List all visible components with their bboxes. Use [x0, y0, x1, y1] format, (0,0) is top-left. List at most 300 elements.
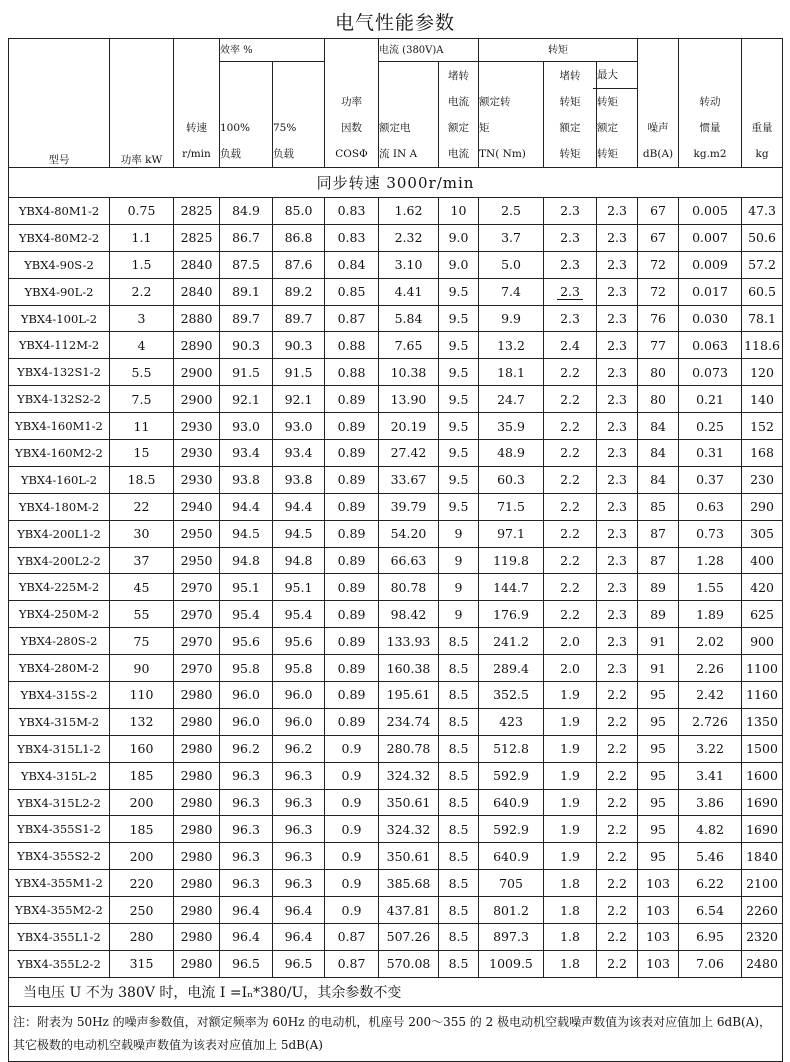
cell-speed: 2970 [174, 601, 220, 628]
cell-power: 5.5 [110, 359, 174, 386]
cell-power-factor: 0.89 [325, 601, 379, 628]
cell-rated-torque: 289.4 [479, 655, 544, 682]
cell-inertia: 0.37 [679, 466, 742, 493]
cell-noise: 103 [638, 924, 679, 951]
cell-noise: 84 [638, 466, 679, 493]
cell-rated-torque: 640.9 [479, 789, 544, 816]
cell-weight: 625 [742, 601, 783, 628]
cell-rated-current: 324.32 [379, 762, 439, 789]
cell-model: YBX4-180M-2 [9, 493, 110, 520]
cell-speed: 2900 [174, 359, 220, 386]
cell-model: YBX4-355S2-2 [9, 843, 110, 870]
noise-note: 注：附表为 50Hz 的噪声参数值，对额定频率为 60Hz 的电动机，机座号 200～355 的 2 极电动机空载噪声数值为该表对应值加上 6dB(A)，其它极数的电动机空载噪声数值为该表对应值加上 5dB(A) [9, 1006, 783, 1061]
cell-power-factor: 0.89 [325, 655, 379, 682]
cell-power: 200 [110, 843, 174, 870]
cell-eff-75: 93.0 [273, 413, 325, 440]
cell-inertia: 7.06 [679, 950, 742, 977]
cell-speed: 2970 [174, 574, 220, 601]
cell-max-torque: 2.3 [597, 278, 638, 305]
cell-eff-75: 95.1 [273, 574, 325, 601]
cell-power-factor: 0.89 [325, 386, 379, 413]
cell-locked-current: 8.5 [439, 924, 479, 951]
cell-inertia: 3.22 [679, 735, 742, 762]
cell-noise: 89 [638, 601, 679, 628]
cell-weight: 120 [742, 359, 783, 386]
cell-noise: 84 [638, 440, 679, 467]
cell-model: YBX4-100L-2 [9, 305, 110, 332]
cell-weight: 1500 [742, 735, 783, 762]
cell-eff-75: 91.5 [273, 359, 325, 386]
cell-model: YBX4-90L-2 [9, 278, 110, 305]
cell-rated-current: 7.65 [379, 332, 439, 359]
cell-speed: 2900 [174, 386, 220, 413]
cell-power-factor: 0.9 [325, 735, 379, 762]
cell-max-torque: 2.3 [597, 251, 638, 278]
cell-model: YBX4-355L1-2 [9, 924, 110, 951]
cell-locked-current: 8.5 [439, 682, 479, 709]
table-row [9, 897, 783, 924]
cell-locked-current: 9 [439, 520, 479, 547]
table-row [9, 547, 783, 574]
cell-speed: 2880 [174, 305, 220, 332]
cell-weight: 60.5 [742, 278, 783, 305]
cell-power: 3 [110, 305, 174, 332]
table-header [9, 39, 783, 168]
cell-power: 30 [110, 520, 174, 547]
cell-locked-current: 9.5 [439, 493, 479, 520]
header-rated-current: 额定电 流 IN A [379, 62, 439, 168]
cell-rated-torque: 705 [479, 870, 544, 897]
cell-eff-100: 96.0 [220, 682, 273, 709]
cell-model: YBX4-280M-2 [9, 655, 110, 682]
cell-speed: 2825 [174, 224, 220, 251]
cell-rated-current: 5.84 [379, 305, 439, 332]
cell-max-torque: 2.3 [597, 466, 638, 493]
cell-weight: 2320 [742, 924, 783, 951]
cell-rated-current: 350.61 [379, 843, 439, 870]
cell-noise: 103 [638, 897, 679, 924]
cell-inertia: 2.726 [679, 708, 742, 735]
cell-max-torque: 2.3 [597, 386, 638, 413]
cell-power: 1.1 [110, 224, 174, 251]
header-efficiency-group: 效率 % [220, 39, 325, 62]
cell-eff-75: 93.4 [273, 440, 325, 467]
header-locked-current: 堵转 电流 额定 电流 [439, 62, 479, 168]
cell-rated-current: 54.20 [379, 520, 439, 547]
table-row [9, 950, 783, 977]
table-row [9, 251, 783, 278]
cell-rated-torque: 352.5 [479, 682, 544, 709]
cell-power: 18.5 [110, 466, 174, 493]
cell-speed: 2840 [174, 278, 220, 305]
cell-rated-torque: 512.8 [479, 735, 544, 762]
cell-power-factor: 0.89 [325, 574, 379, 601]
cell-power: 55 [110, 601, 174, 628]
cell-locked-torque: 2.2 [544, 386, 597, 413]
cell-eff-100: 96.3 [220, 816, 273, 843]
header-speed: 转速 r/min [174, 39, 220, 168]
cell-eff-75: 96.3 [273, 843, 325, 870]
table-row [9, 224, 783, 251]
cell-rated-current: 4.41 [379, 278, 439, 305]
cell-rated-torque: 7.4 [479, 278, 544, 305]
cell-eff-75: 95.6 [273, 628, 325, 655]
cell-model: YBX4-132S1-2 [9, 359, 110, 386]
header-current-group: 电流 (380V)A [379, 39, 479, 62]
header-inertia: 转动 惯量 kg.m2 [679, 39, 742, 168]
cell-noise: 85 [638, 493, 679, 520]
cell-locked-torque: 1.9 [544, 843, 597, 870]
cell-power: 37 [110, 547, 174, 574]
cell-rated-current: 13.90 [379, 386, 439, 413]
cell-eff-100: 96.3 [220, 843, 273, 870]
cell-locked-torque: 1.8 [544, 897, 597, 924]
electrical-performance-table [8, 38, 783, 1062]
cell-rated-current: 324.32 [379, 816, 439, 843]
cell-inertia: 3.41 [679, 762, 742, 789]
cell-noise: 67 [638, 198, 679, 225]
cell-max-torque: 2.3 [597, 655, 638, 682]
cell-locked-torque: 2.3 [544, 305, 597, 332]
cell-rated-torque: 18.1 [479, 359, 544, 386]
cell-rated-torque: 2.5 [479, 198, 544, 225]
cell-locked-torque: 2.3 [544, 251, 597, 278]
cell-rated-current: 33.67 [379, 466, 439, 493]
cell-power-factor: 0.89 [325, 493, 379, 520]
cell-model: YBX4-160M1-2 [9, 413, 110, 440]
cell-weight: 1100 [742, 655, 783, 682]
cell-speed: 2970 [174, 655, 220, 682]
cell-noise: 91 [638, 655, 679, 682]
cell-noise: 72 [638, 278, 679, 305]
cell-model: YBX4-225M-2 [9, 574, 110, 601]
cell-eff-100: 94.8 [220, 547, 273, 574]
cell-locked-torque: 1.9 [544, 735, 597, 762]
cell-locked-current: 8.5 [439, 762, 479, 789]
cell-power-factor: 0.9 [325, 870, 379, 897]
cell-power: 4 [110, 332, 174, 359]
header-efficiency-75-load: 75% 负载 [273, 62, 325, 168]
cell-max-torque: 2.2 [597, 870, 638, 897]
cell-eff-75: 96.0 [273, 708, 325, 735]
cell-eff-100: 87.5 [220, 251, 273, 278]
cell-inertia: 1.89 [679, 601, 742, 628]
cell-eff-100: 96.4 [220, 924, 273, 951]
cell-eff-75: 85.0 [273, 198, 325, 225]
cell-power: 110 [110, 682, 174, 709]
cell-weight: 2260 [742, 897, 783, 924]
table-row [9, 789, 783, 816]
cell-locked-torque: 1.8 [544, 924, 597, 951]
cell-weight: 900 [742, 628, 783, 655]
table-row [9, 466, 783, 493]
cell-model: YBX4-90S-2 [9, 251, 110, 278]
cell-eff-75: 96.3 [273, 789, 325, 816]
table-row [9, 520, 783, 547]
cell-eff-75: 96.4 [273, 897, 325, 924]
table-row [9, 601, 783, 628]
cell-locked-current: 8.5 [439, 816, 479, 843]
cell-eff-100: 94.5 [220, 520, 273, 547]
cell-power: 315 [110, 950, 174, 977]
cell-speed: 2970 [174, 628, 220, 655]
cell-speed: 2980 [174, 897, 220, 924]
cell-locked-current: 8.5 [439, 708, 479, 735]
cell-weight: 118.6 [742, 332, 783, 359]
cell-eff-100: 89.7 [220, 305, 273, 332]
cell-inertia: 1.55 [679, 574, 742, 601]
cell-power: 90 [110, 655, 174, 682]
cell-speed: 2930 [174, 413, 220, 440]
cell-max-torque: 2.3 [597, 574, 638, 601]
cell-model: YBX4-200L2-2 [9, 547, 110, 574]
cell-power-factor: 0.9 [325, 843, 379, 870]
cell-model: YBX4-355S1-2 [9, 816, 110, 843]
cell-locked-current: 10 [439, 198, 479, 225]
cell-weight: 230 [742, 466, 783, 493]
cell-noise: 87 [638, 520, 679, 547]
table-row [9, 198, 783, 225]
cell-eff-75: 87.6 [273, 251, 325, 278]
cell-rated-current: 39.79 [379, 493, 439, 520]
cell-eff-75: 89.2 [273, 278, 325, 305]
cell-rated-current: 66.63 [379, 547, 439, 574]
cell-noise: 95 [638, 816, 679, 843]
table-row [9, 843, 783, 870]
cell-eff-75: 94.8 [273, 547, 325, 574]
cell-inertia: 0.007 [679, 224, 742, 251]
cell-max-torque: 2.3 [597, 413, 638, 440]
cell-power-factor: 0.89 [325, 547, 379, 574]
cell-locked-current: 8.5 [439, 843, 479, 870]
cell-noise: 103 [638, 870, 679, 897]
cell-power: 185 [110, 816, 174, 843]
cell-speed: 2980 [174, 816, 220, 843]
cell-eff-100: 96.4 [220, 897, 273, 924]
cell-eff-100: 95.6 [220, 628, 273, 655]
cell-noise: 95 [638, 682, 679, 709]
cell-power: 220 [110, 870, 174, 897]
cell-noise: 80 [638, 359, 679, 386]
cell-locked-current: 8.5 [439, 897, 479, 924]
cell-weight: 290 [742, 493, 783, 520]
cell-rated-torque: 119.8 [479, 547, 544, 574]
cell-max-torque: 2.3 [597, 332, 638, 359]
cell-rated-current: 195.61 [379, 682, 439, 709]
cell-model: YBX4-355L2-2 [9, 950, 110, 977]
cell-weight: 1690 [742, 816, 783, 843]
cell-noise: 80 [638, 386, 679, 413]
cell-speed: 2980 [174, 682, 220, 709]
cell-model: YBX4-160L-2 [9, 466, 110, 493]
cell-rated-current: 10.38 [379, 359, 439, 386]
cell-locked-torque: 2.4 [544, 332, 597, 359]
cell-power: 1.5 [110, 251, 174, 278]
cell-locked-current: 8.5 [439, 950, 479, 977]
cell-speed: 2980 [174, 843, 220, 870]
table-row [9, 735, 783, 762]
page-title: 电气性能参数 [334, 12, 455, 34]
cell-noise: 95 [638, 735, 679, 762]
cell-noise: 95 [638, 708, 679, 735]
cell-rated-torque: 640.9 [479, 843, 544, 870]
cell-locked-torque: 1.9 [544, 762, 597, 789]
cell-speed: 2980 [174, 870, 220, 897]
cell-power-factor: 0.83 [325, 224, 379, 251]
cell-rated-torque: 423 [479, 708, 544, 735]
cell-max-torque: 2.3 [597, 601, 638, 628]
cell-eff-100: 93.4 [220, 440, 273, 467]
cell-inertia: 1.28 [679, 547, 742, 574]
cell-power: 15 [110, 440, 174, 467]
cell-weight: 78.1 [742, 305, 783, 332]
table-row [9, 708, 783, 735]
cell-model: YBX4-355M1-2 [9, 870, 110, 897]
cell-rated-current: 2.32 [379, 224, 439, 251]
cell-locked-torque: 2.0 [544, 628, 597, 655]
cell-model: YBX4-160M2-2 [9, 440, 110, 467]
cell-inertia: 0.009 [679, 251, 742, 278]
header-weight: 重量 kg [742, 39, 783, 168]
cell-eff-75: 96.2 [273, 735, 325, 762]
cell-rated-current: 27.42 [379, 440, 439, 467]
table-row [9, 682, 783, 709]
cell-model: YBX4-112M-2 [9, 332, 110, 359]
cell-locked-current: 9.5 [439, 332, 479, 359]
cell-locked-current: 8.5 [439, 789, 479, 816]
cell-noise: 95 [638, 762, 679, 789]
cell-locked-current: 9.5 [439, 440, 479, 467]
cell-rated-torque: 60.3 [479, 466, 544, 493]
cell-locked-current: 9.5 [439, 386, 479, 413]
cell-rated-torque: 176.9 [479, 601, 544, 628]
cell-rated-current: 385.68 [379, 870, 439, 897]
cell-rated-torque: 897.3 [479, 924, 544, 951]
cell-power: 132 [110, 708, 174, 735]
cell-power-factor: 0.89 [325, 628, 379, 655]
cell-max-torque: 2.2 [597, 843, 638, 870]
cell-power: 160 [110, 735, 174, 762]
cell-speed: 2930 [174, 440, 220, 467]
cell-locked-current: 9.5 [439, 305, 479, 332]
cell-rated-current: 20.19 [379, 413, 439, 440]
cell-model: YBX4-315L1-2 [9, 735, 110, 762]
cell-max-torque: 2.2 [597, 950, 638, 977]
cell-locked-current: 9 [439, 547, 479, 574]
cell-noise: 103 [638, 950, 679, 977]
cell-noise: 87 [638, 547, 679, 574]
cell-rated-torque: 592.9 [479, 816, 544, 843]
cell-speed: 2980 [174, 708, 220, 735]
cell-max-torque: 2.3 [597, 547, 638, 574]
cell-weight: 168 [742, 440, 783, 467]
cell-rated-current: 3.10 [379, 251, 439, 278]
cell-eff-100: 96.3 [220, 789, 273, 816]
cell-model: YBX4-355M2-2 [9, 897, 110, 924]
cell-power-factor: 0.9 [325, 762, 379, 789]
cell-rated-torque: 48.9 [479, 440, 544, 467]
cell-eff-100: 96.5 [220, 950, 273, 977]
cell-rated-current: 570.08 [379, 950, 439, 977]
cell-locked-current: 8.5 [439, 655, 479, 682]
cell-weight: 305 [742, 520, 783, 547]
cell-eff-75: 95.8 [273, 655, 325, 682]
cell-eff-100: 90.3 [220, 332, 273, 359]
cell-power: 22 [110, 493, 174, 520]
cell-rated-torque: 24.7 [479, 386, 544, 413]
cell-rated-current: 437.81 [379, 897, 439, 924]
cell-max-torque: 2.3 [597, 493, 638, 520]
cell-power-factor: 0.89 [325, 682, 379, 709]
cell-max-torque: 2.3 [597, 198, 638, 225]
cell-weight: 57.2 [742, 251, 783, 278]
cell-rated-torque: 241.2 [479, 628, 544, 655]
cell-weight: 1840 [742, 843, 783, 870]
cell-rated-torque: 5.0 [479, 251, 544, 278]
cell-locked-torque: 2.3 [544, 224, 597, 251]
cell-model: YBX4-315M-2 [9, 708, 110, 735]
cell-inertia: 0.030 [679, 305, 742, 332]
cell-inertia: 0.005 [679, 198, 742, 225]
cell-noise: 67 [638, 224, 679, 251]
cell-locked-torque: 2.2 [544, 359, 597, 386]
cell-inertia: 6.54 [679, 897, 742, 924]
cell-power-factor: 0.89 [325, 466, 379, 493]
cell-model: YBX4-280S-2 [9, 628, 110, 655]
header-noise: 噪声 dB(A) [638, 39, 679, 168]
cell-speed: 2825 [174, 198, 220, 225]
cell-locked-torque: 2.3 [544, 198, 597, 225]
cell-speed: 2890 [174, 332, 220, 359]
cell-eff-100: 89.1 [220, 278, 273, 305]
cell-rated-torque: 3.7 [479, 224, 544, 251]
cell-rated-current: 80.78 [379, 574, 439, 601]
cell-rated-torque: 13.2 [479, 332, 544, 359]
cell-inertia: 4.82 [679, 816, 742, 843]
cell-weight: 50.6 [742, 224, 783, 251]
cell-max-torque: 2.3 [597, 628, 638, 655]
cell-rated-torque: 71.5 [479, 493, 544, 520]
header-torque-group: 转矩 [479, 39, 638, 62]
cell-max-torque: 2.2 [597, 682, 638, 709]
cell-locked-torque: 2.2 [544, 574, 597, 601]
cell-power: 45 [110, 574, 174, 601]
cell-power: 11 [110, 413, 174, 440]
cell-weight: 2100 [742, 870, 783, 897]
table-row [9, 655, 783, 682]
table-row [9, 440, 783, 467]
cell-locked-torque: 2.2 [544, 547, 597, 574]
cell-locked-torque: 1.9 [544, 789, 597, 816]
cell-rated-torque: 1009.5 [479, 950, 544, 977]
cell-weight: 1600 [742, 762, 783, 789]
cell-inertia: 5.46 [679, 843, 742, 870]
cell-eff-75: 89.7 [273, 305, 325, 332]
cell-noise: 84 [638, 413, 679, 440]
cell-speed: 2980 [174, 924, 220, 951]
header-max-torque: 最大 转矩 额定 转矩 [597, 62, 638, 168]
header-efficiency-full-load: 100% 负载 [220, 62, 273, 168]
cell-noise: 76 [638, 305, 679, 332]
cell-locked-torque: 1.9 [544, 816, 597, 843]
cell-speed: 2950 [174, 520, 220, 547]
cell-rated-current: 98.42 [379, 601, 439, 628]
cell-power-factor: 0.84 [325, 251, 379, 278]
table-row [9, 762, 783, 789]
cell-power: 280 [110, 924, 174, 951]
cell-power-factor: 0.89 [325, 520, 379, 547]
cell-inertia: 2.42 [679, 682, 742, 709]
